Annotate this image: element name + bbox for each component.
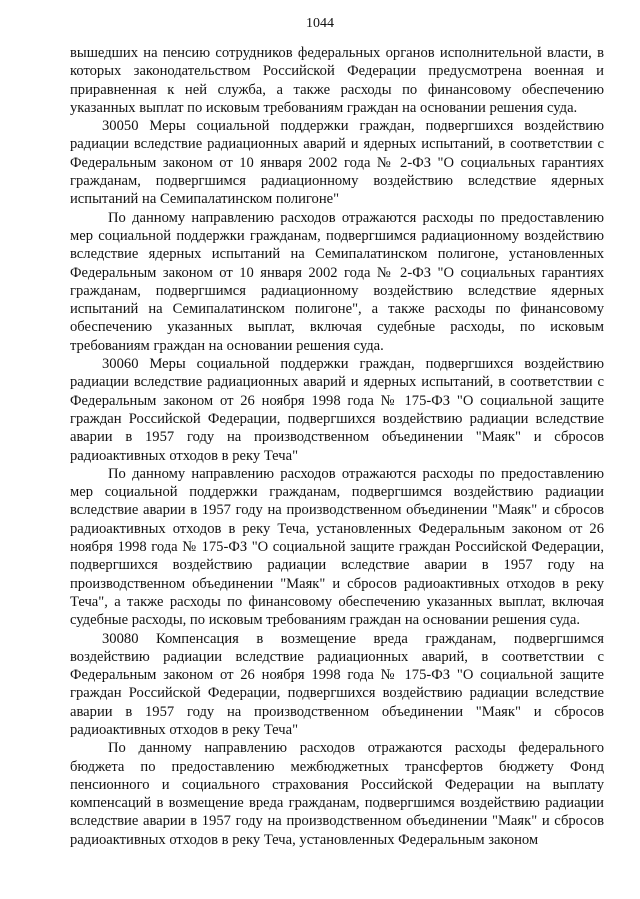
page-number: 1044	[306, 16, 334, 31]
paragraph-heading-30080: 30080 Компенсация в возмещение вреда гражданам, подвергшимся воздействию радиации вследствие радиационных аварий, в соответствии с Федеральным законом от 26 ноября 1998 года № 175-ФЗ "О социальной защите граждан Российской Федерации, подвергшихся воздействию радиации вследствие аварии в 1957 году на производственном объединении "Маяк" и сбросов радиоактивных отходов в реку Теча"	[70, 630, 604, 738]
paragraph-heading-30060: 30060 Меры социальной поддержки граждан, подвергшихся воздействию радиации вследствие радиационных аварий и ядерных испытаний, в соответствии с Федеральным законом от 26 ноября 1998 года № 175-ФЗ "О социальной защите граждан Российской Федерации, подвергшихся воздействию радиации вследствие аварии в 1957 году на производственном объединении "Маяк" и сбросов радиоактивных отходов в реку Теча"	[70, 356, 604, 464]
paragraph-heading-30050: 30050 Меры социальной поддержки граждан, подвергшихся воздействию радиации вследствие радиационных аварий и ядерных испытаний, в соответствии с Федеральным законом от 10 января 2002 года № 2-ФЗ "О социальных гарантиях гражданам, подвергшимся радиационному воздействию вследствие ядерных испытаний на Семипалатинском полигоне"	[70, 118, 604, 208]
document-body	[70, 44, 604, 849]
paragraph-body-30050: По данному направлению расходов отражаются расходы по предоставлению мер социальной поддержки гражданам, подвергшимся радиационному воздействию вследствие ядерных испытаний на Семипалатинском полигоне, установленных Федеральным законом от 10 января 2002 года № 2-ФЗ "О социальных гарантиях гражданам, подвергшимся радиационному воздействию вследствие ядерных испытаний на Семипалатинском полигоне", а также расходы по финансовому обеспечению указанных выплат, включая судебные расходы, по исковым требованиям граждан на основании решения суда.	[70, 209, 604, 354]
paragraph-continuation: вышедших на пенсию сотрудников федеральных органов исполнительной власти, в которых законодательством Российской Федерации предусмотрена военная и приравненная к ней служба, а также расходы по финансовому обеспечению указанных выплат по исковым требованиям граждан на основании решения суда.	[70, 45, 604, 116]
paragraph-body-30080: По данному направлению расходов отражаются расходы федерального бюджета по предоставлению межбюджетных трансфертов бюджету Фонд пенсионного и социального страхования Российской Федерации на выплату компенсаций в возмещение вреда гражданам, подвергшимся воздействию радиации вследствие аварии в 1957 году на производственном объединении "Маяк" и сбросов радиоактивных отходов в реку Теча, установленных Федеральным законом	[70, 740, 604, 848]
paragraph-body-30060: По данному направлению расходов отражаются расходы по предоставлению мер социальной поддержки гражданам, подвергшимся воздействию радиации вследствие аварии в 1957 году на производственном объединении "Маяк" и сбросов радиоактивных отходов в реку Теча, установленных Федеральным законом от 26 ноября 1998 года № 175-ФЗ "О социальной защите граждан Российской Федерации, подвергшихся воздействию радиации вследствие аварии в 1957 году на производственном объединении "Маяк" и сбросов радиоактивных отходов в реку Теча", а также расходы по финансовому обеспечению указанных выплат, включая судебные расходы, по исковым требованиям граждан на основании решения суда.	[70, 465, 604, 629]
